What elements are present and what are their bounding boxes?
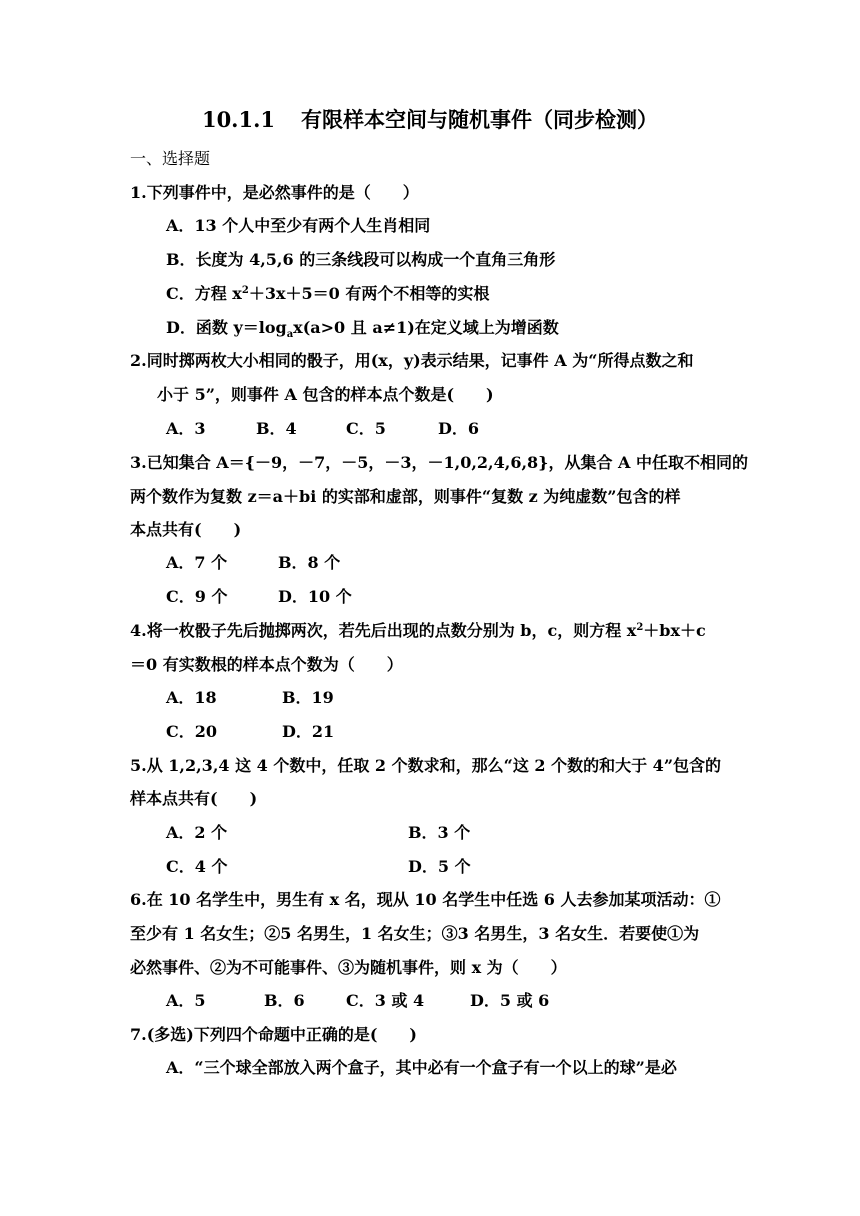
- question-1-option-d: [166, 318, 559, 341]
- question-4-line-1: [130, 621, 706, 644]
- question-1-option-a: A．13 个人中至少有两个人生肖相同: [166, 216, 431, 235]
- question-2-line-1: 2.同时掷两枚大小相同的骰子，用(x，y)表示结果，记事件 A 为“所得点数之和: [130, 351, 694, 370]
- question-4-text-pre: 4.将一枚骰子先后抛掷两次，若先后出现的点数分别为 b，c，则方程 x: [130, 621, 637, 640]
- question-6-option-d: D．5 或 6: [470, 991, 550, 1010]
- question-6-option-a: A．5: [166, 991, 206, 1010]
- question-6-line-2: 至少有 1 名女生；②5 名男生，1 名女生；③3 名男生，3 名女生．若要使①为: [130, 924, 700, 943]
- question-2-option-b: B．4: [256, 419, 297, 438]
- option-d-text-pre: D．函数 y＝log: [166, 318, 287, 337]
- question-4-option-a: A．18: [166, 688, 217, 707]
- question-4-option-b: B．19: [282, 688, 334, 707]
- question-3-option-a: A．7 个: [166, 553, 228, 572]
- option-c-text-pre: C．方程 x: [166, 284, 242, 303]
- question-2-option-d: D．6: [438, 419, 480, 438]
- question-5-line-1: 5.从 1,2,3,4 这 4 个数中，任取 2 个数求和，那么“这 2 个数的和大于 4”包含的: [130, 756, 722, 775]
- question-5-option-a: A．2 个: [166, 823, 228, 842]
- question-4-line-2: ＝0 有实数根的样本点个数为（ ）: [130, 655, 403, 674]
- question-3-line-1: 3.已知集合 A＝{－9，－7，－5，－3，－1,0,2,4,6,8}，从集合 A 中任取不相同的: [130, 453, 749, 472]
- question-3-option-b: B．8 个: [278, 553, 341, 572]
- question-7-option-a: A．“三个球全部放入两个盒子，其中必有一个盒子有一个以上的球”是必: [166, 1058, 677, 1077]
- page-title: [0, 107, 860, 133]
- question-5-option-c: C．4 个: [166, 857, 228, 876]
- question-6-option-b: B．6: [264, 991, 305, 1010]
- question-2-option-a: A．3: [166, 419, 206, 438]
- question-6-option-c: C．3 或 4: [346, 991, 425, 1010]
- question-5-option-b: B．3 个: [408, 823, 471, 842]
- question-2-option-c: C．5: [346, 419, 386, 438]
- question-7-stem: 7.(多选)下列四个命题中正确的是( ): [130, 1025, 417, 1044]
- superscript: 2: [636, 622, 644, 633]
- section-heading: 一、选择题: [130, 149, 211, 168]
- question-4-option-c: C．20: [166, 722, 218, 741]
- question-6-line-1: 6.在 10 名学生中，男生有 x 名，现从 10 名学生中任选 6 人去参加某项活动：①: [130, 890, 721, 909]
- question-4-text-post: ＋bx＋c: [643, 621, 706, 640]
- question-1-stem: 1.下列事件中，是必然事件的是（ ）: [130, 183, 419, 202]
- question-3-line-2: 两个数作为复数 z＝a＋bi 的实部和虚部，则事件“复数 z 为纯虚数”包含的样: [130, 487, 681, 506]
- question-1-option-b: B．长度为 4,5,6 的三条线段可以构成一个直角三角形: [166, 250, 556, 269]
- title-text: 有限样本空间与随机事件（同步检测）: [301, 107, 659, 132]
- question-5-option-d: D．5 个: [408, 857, 471, 876]
- question-5-line-2: 样本点共有( ): [130, 789, 258, 808]
- superscript: 2: [241, 285, 249, 296]
- question-2-line-2: 小于 5”，则事件 A 包含的样本点个数是( ): [157, 385, 494, 404]
- question-3-line-3: 本点共有( ): [130, 520, 242, 539]
- question-4-option-d: D．21: [282, 722, 335, 741]
- question-6-line-3: 必然事件、②为不可能事件、③为随机事件，则 x 为（ ）: [130, 958, 567, 977]
- subscript: a: [286, 329, 294, 340]
- question-3-option-d: D．10 个: [278, 587, 352, 606]
- question-1-option-c: [166, 284, 489, 307]
- question-3-option-c: C．9 个: [166, 587, 228, 606]
- option-c-text-post: ＋3x＋5＝0 有两个不相等的实根: [248, 284, 490, 303]
- title-number: 10.1.1: [201, 107, 276, 132]
- option-d-text-post: x(a>0 且 a≠1)在定义域上为增函数: [293, 318, 559, 337]
